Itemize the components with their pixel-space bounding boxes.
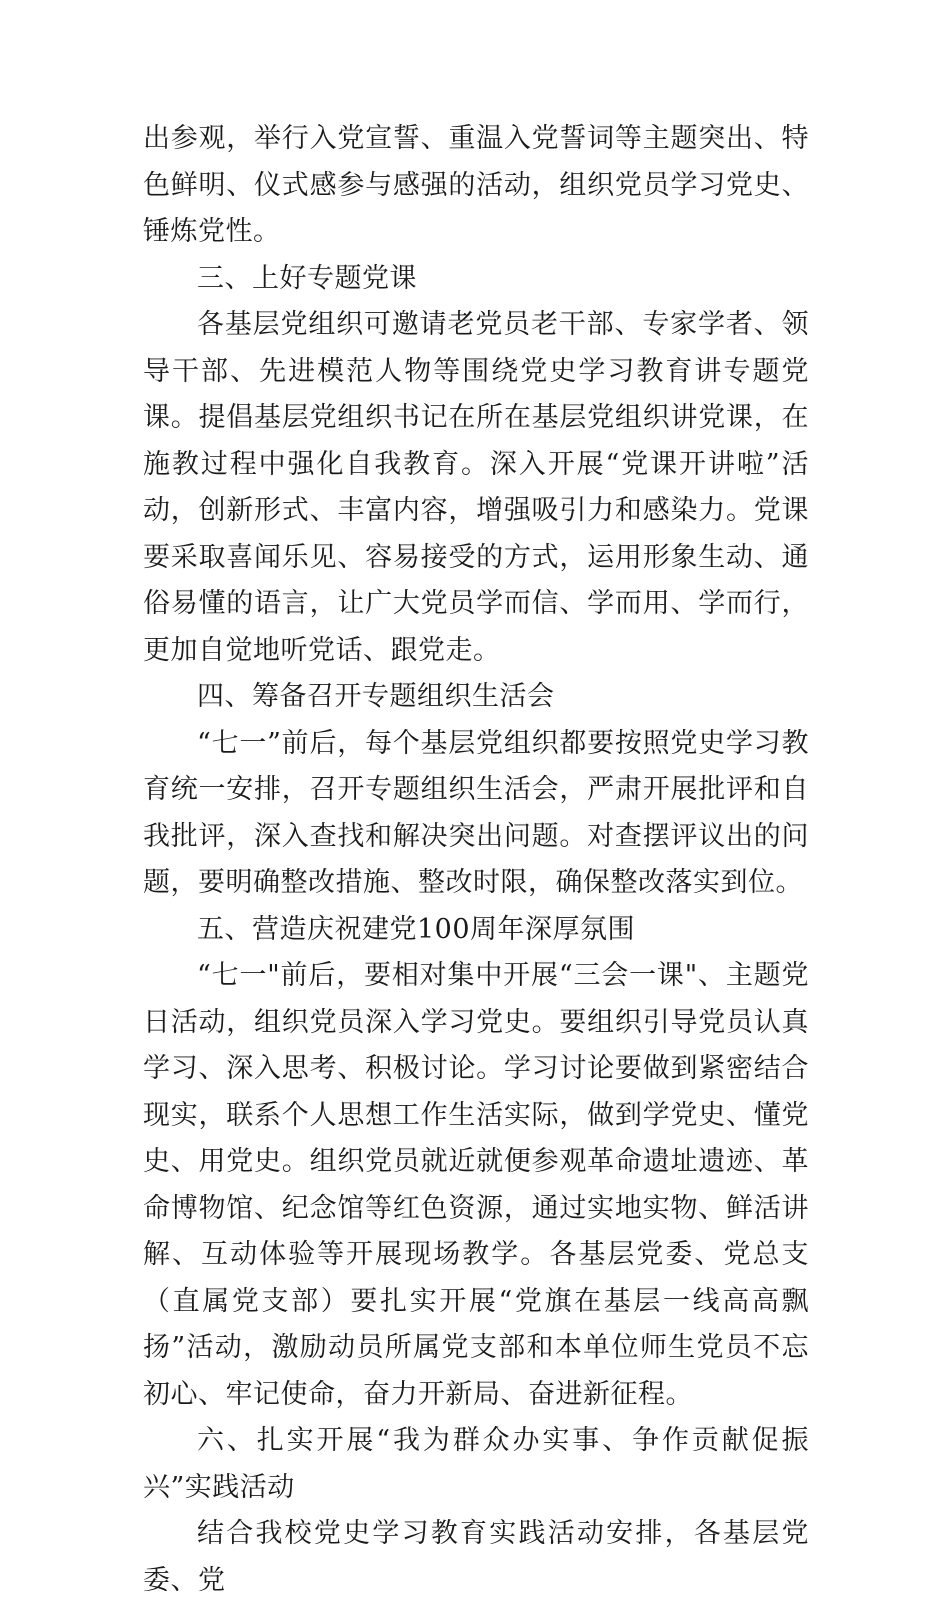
paragraph-continuation: 出参观，举行入党宣誓、重温入党誓词等主题突出、特色鲜明、仪式感参与感强的活动，组织党员学习党史、锤炼党性。 bbox=[143, 123, 809, 247]
section-heading-4: 四、筹备召开专题组织生活会 bbox=[197, 681, 555, 712]
paragraph: “七一"前后，要相对集中开展“三会一课"、主题党日活动，组织党员深入学习党史。要组织引导党员认真学习、深入思考、积极讨论。学习讨论要做到紧密结合现实，联系个人思想工作生活实际，做到学党史、懂党史、用党史。组织党员就近就便参观革命遗址遗迹、革命博物馆、纪念馆等红色资源，通过实地实物、鲜活讲解、互动体验等开展现场教学。各基层党委、党总支（直属党支部）要扎实开展“党旗在基层一线高高飘扬”活动，激励动员所属党支部和本单位师生党员不忘初心、牢记使命，奋力开新局、奋进新征程。 bbox=[143, 960, 809, 1410]
paragraph: 各基层党组织可邀请老党员老干部、专家学者、领导干部、先进模范人物等围绕党史学习教育讲专题党课。提倡基层党组织书记在所在基层党组织讲党课，在施教过程中强化自我教育。深入开展“党课开讲啦”活动，创新形式、丰富内容，增强吸引力和感染力。党课要采取喜闻乐见、容易接受的方式，运用形象生动、通俗易懂的语言，让广大党员学而信、学而用、学而行，更加自觉地听党话、跟党走。 bbox=[143, 309, 809, 666]
section-heading-3: 三、上好专题党课 bbox=[197, 262, 417, 294]
paragraph: “七一”前后，每个基层党组织都要按照党史学习教育统一安排，召开专题组织生活会，严肃开展批评和自我批评，深入查找和解决突出问题。对查摆评议出的问题，要明确整改措施、整改时限，确保整改落实到位。 bbox=[143, 727, 809, 898]
paragraph: 结合我校党史学习教育实践活动安排，各基层党委、党 bbox=[143, 1518, 809, 1596]
document-body bbox=[143, 116, 809, 1604]
section-heading-5: 五、营造庆祝建党100周年深厚氛围 bbox=[197, 913, 636, 945]
section-heading-6: 六、扎实开展“我为群众办实事、争作贡献促振兴”实践活动 bbox=[143, 1425, 809, 1503]
